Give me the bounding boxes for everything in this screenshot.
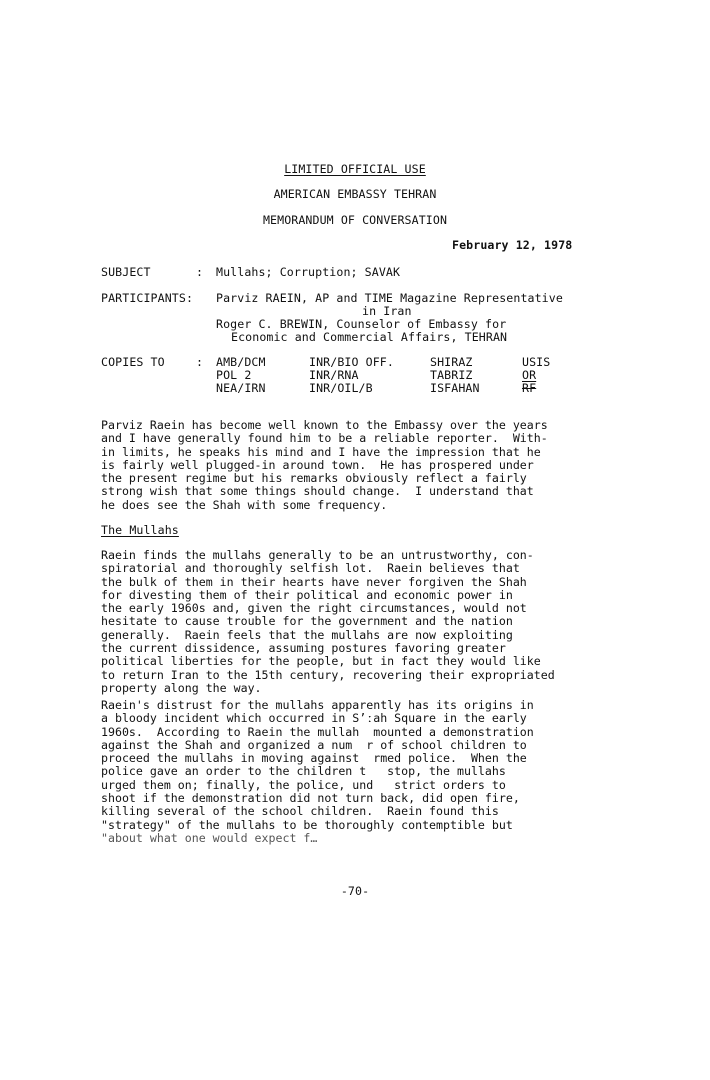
document-date: February 12, 1978 (452, 238, 573, 252)
participant-line: in Iran (362, 304, 412, 318)
paragraph-line: Raein finds the mullahs generally to be an untrustworthy, con- (101, 548, 534, 562)
page-number: -70- (340, 884, 370, 898)
paragraph-line: against the Shah and organized a num r of school children to (101, 737, 527, 752)
copy-recipient: OR (522, 368, 537, 382)
paragraph-line: strong wish that some things should change. I understand that (101, 484, 534, 499)
subject-label: SUBJECT (101, 265, 151, 279)
mullahs-paragraph-2 (101, 699, 601, 845)
paragraph-line: police gave an order to the children t stop, the mullahs (101, 764, 506, 779)
paragraph-line: hesitate to cause trouble for the government and the nation (101, 614, 513, 629)
paragraph-line: and I have generally found him to be a reliable reporter. With- (101, 431, 548, 446)
paragraph-line: Parviz Raein has become well known to the Embassy over the years (101, 418, 548, 432)
participant-line: Roger C. BREWIN, Counselor of Embassy for (216, 317, 507, 331)
classification-heading: LIMITED OFFICIAL USE (284, 162, 426, 176)
paragraph-line: the present regime but his remarks obviously reflect a fairly (101, 471, 527, 486)
paragraph-line: to return Iran to the 15th century, recovering their expropriated (101, 667, 555, 682)
office-heading: AMERICAN EMBASSY TEHRAN (273, 187, 437, 201)
copy-recipient: INR/BIO OFF. (309, 355, 394, 369)
paragraph-line: 1960s. According to Raein the mullah mounted a demonstration (101, 724, 534, 739)
paragraph-line: spiratorial and thoroughly selfish lot. Raein believes that (101, 561, 520, 576)
subject-colon: : (196, 265, 204, 279)
intro-paragraph (101, 419, 601, 512)
copy-recipient: SHIRAZ (430, 355, 473, 369)
participant-line: Parviz RAEIN, AP and TIME Magazine Representative (216, 291, 563, 305)
copy-recipient: POL 2 (216, 368, 252, 382)
paragraph-line: Raein's distrust for the mullahs apparently has its origins in (101, 698, 534, 712)
copy-recipient: RF (522, 381, 537, 395)
paragraph-line: a bloody incident which occurred in S’ːah Square in the early (101, 711, 527, 726)
paragraph-line: the early 1960s and, given the right circumstances, would not (101, 601, 527, 616)
paragraph-line: is fairly well plugged-in around town. He has prospered under (101, 457, 534, 472)
copy-recipient: INR/OIL/B (309, 381, 373, 395)
paragraph-line: for divesting them of their political and economic power in (101, 587, 513, 602)
copies-label: COPIES TO (101, 355, 165, 369)
paragraph-line: political liberties for the people, but in fact they would like (101, 654, 541, 669)
copy-recipient: ISFAHAN (430, 381, 480, 395)
document-type-heading: MEMORANDUM OF CONVERSATION (262, 213, 448, 227)
paragraph-line: he does see the Shah with some frequency. (101, 497, 388, 512)
paragraph-line: killing several of the school children. Raein found this (101, 804, 499, 819)
subject-value: Mullahs; Corruption; SAVAK (216, 265, 401, 279)
paragraph-line: property along the way. (101, 680, 262, 695)
copies-colon: : (196, 355, 204, 369)
paragraph-line: in limits, he speaks his mind and I have the impression that he (101, 444, 541, 459)
copy-recipient: NEA/IRN (216, 381, 266, 395)
paragraph-line: proceed the mullahs in moving against rmed police. When the (101, 751, 527, 766)
copy-recipient: TABRIZ (430, 368, 473, 382)
copy-recipient: INR/RNA (309, 368, 359, 382)
paragraph-line: the bulk of them in their hearts have never forgiven the Shah (101, 574, 527, 589)
paragraph-line: generally. Raein feels that the mullahs are now exploiting (101, 627, 513, 642)
paragraph-line: "about what one would expect f… (101, 830, 318, 845)
paragraph-line: urged them on; finally, the police, und strict orders to (101, 777, 506, 792)
paragraph-line: the current dissidence, assuming postures favoring greater (101, 641, 506, 656)
copy-recipient: USIS (522, 355, 551, 369)
mullahs-paragraph-1 (101, 549, 601, 695)
participant-line: Economic and Commercial Affairs, TEHRAN (231, 330, 508, 344)
paragraph-line: shoot if the demonstration did not turn back, did open fire, (101, 791, 520, 806)
paragraph-line: "strategy" of the mullahs to be thoroughly contemptible but (101, 817, 513, 832)
copy-recipient: AMB/DCM (216, 355, 266, 369)
section-heading: The Mullahs (101, 523, 179, 537)
participants-label: PARTICIPANTS: (101, 291, 194, 305)
